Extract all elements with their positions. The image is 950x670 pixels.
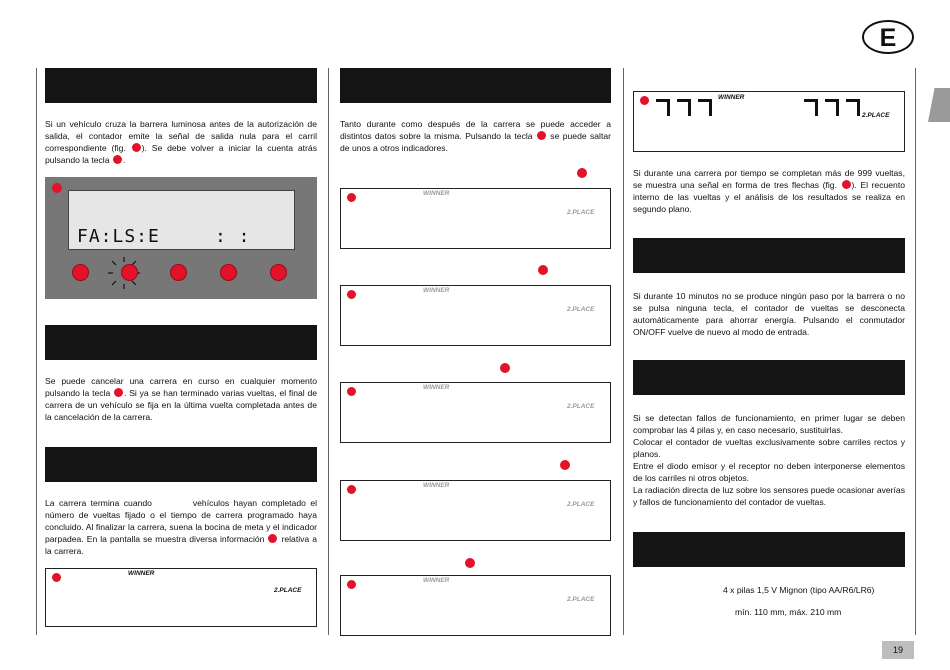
section-header-bar <box>45 68 317 103</box>
red-marker-icon <box>132 143 141 152</box>
column-rule-3 <box>623 68 624 635</box>
red-marker-icon <box>52 573 61 582</box>
red-marker-icon <box>268 534 277 543</box>
battery-spec: 4 x pilas 1,5 V Mignon (tipo AA/R6/LR6) <box>723 585 875 595</box>
red-marker-icon <box>114 388 123 397</box>
column-rule-4 <box>915 68 916 635</box>
column-rule-1 <box>36 68 37 635</box>
place-label: 2.PLACE <box>567 596 595 603</box>
place-label: 2.PLACE <box>567 403 595 410</box>
lcd-timer-colons: : : <box>215 226 251 247</box>
red-marker-icon <box>538 265 548 275</box>
arrow-icon <box>677 99 691 113</box>
lap-counter-illustration <box>45 177 317 299</box>
section-tab <box>928 88 950 122</box>
place-label: 2.PLACE <box>567 209 595 216</box>
red-marker-icon <box>842 180 851 189</box>
control-button-3 <box>170 264 187 281</box>
place-label: 2.PLACE <box>567 306 595 313</box>
arrow-icon <box>846 99 860 113</box>
red-marker-icon <box>347 387 356 396</box>
red-marker-icon <box>347 290 356 299</box>
arrow-icon <box>804 99 818 113</box>
info-display-panel-2 <box>340 285 611 346</box>
winner-label: WINNER <box>423 482 450 489</box>
track-width-spec: mín. 110 mm, máx. 210 mm <box>735 607 842 617</box>
auto-off-text: Si durante 10 minutos no se produce ningún paso por la barrera o no se pulsa ninguna tecla, el contador de vueltas se desconecta automáticamente para ahorrar energía. Pulsando el conmutador ON/OFF vuelve de nuevo al modo de entrada. <box>633 291 905 337</box>
column-rule-2 <box>328 68 329 635</box>
section-header-bar <box>633 532 905 567</box>
red-marker-icon <box>640 96 649 105</box>
info-display-panel-4 <box>340 480 611 541</box>
winner-label: WINNER <box>423 287 450 294</box>
place-label: 2.PLACE <box>567 501 595 508</box>
page-number: 19 <box>882 641 914 659</box>
section-header-bar <box>340 68 611 103</box>
overflow-display-panel <box>633 91 905 152</box>
red-marker-icon <box>347 193 356 202</box>
language-badge <box>862 20 914 54</box>
arrow-icon <box>656 99 670 113</box>
result-display-panel <box>45 568 317 627</box>
control-button-1 <box>72 264 89 281</box>
winner-label: WINNER <box>423 384 450 391</box>
winner-label: WINNER <box>718 94 745 101</box>
red-marker-icon <box>465 558 475 568</box>
control-button-4 <box>220 264 237 281</box>
red-marker-icon <box>347 485 356 494</box>
arrow-icon <box>698 99 712 113</box>
red-marker-icon <box>577 168 587 178</box>
red-marker-icon <box>113 155 122 164</box>
info-display-panel-3 <box>340 382 611 443</box>
control-button-5 <box>270 264 287 281</box>
section-header-bar <box>45 325 317 360</box>
section-header-bar <box>45 447 317 482</box>
red-marker-icon <box>560 460 570 470</box>
lcd-false-start-text: FA:LS:E <box>77 226 160 247</box>
race-info-text: Tanto durante como después de la carrera se puede acceder a distintos datos sobre la misma. Pulsando la tecla se puede saltar de unos a otros indicadores. <box>340 119 611 153</box>
info-display-panel-1 <box>340 188 611 249</box>
section-header-bar <box>633 238 905 273</box>
false-start-text: Si un vehículo cruza la barrera luminosa antes de la autorización de salida, el contador emite la señal de salida nula para el carril correspondiente (fig. ). Se debe volver a iniciar la cuenta atrás pulsando la tecla . <box>45 119 317 165</box>
red-marker-icon <box>500 363 510 373</box>
red-marker-icon <box>537 131 546 140</box>
winner-label: WINNER <box>423 190 450 197</box>
winner-label: WINNER <box>423 577 450 584</box>
language-letter: E <box>879 24 897 52</box>
winner-label: WINNER <box>128 570 155 577</box>
place-label: 2.PLACE <box>862 112 890 119</box>
place-label: 2.PLACE <box>274 587 302 594</box>
arrow-icon <box>825 99 839 113</box>
race-end-text: La carrera termina cuando vehículos hayan completado el número de vueltas fijado o el tiempo de carrera programado haya concluido. Al finalizar la carrera, suena la bocina de meta y el indicador parpadea. En la pantalla se muestra diversa información relativa a la carrera. <box>45 498 318 556</box>
control-button-2 <box>121 264 138 281</box>
troubleshooting-text: Si se detectan fallos de funcionamiento, en primer lugar se deben comprobar las 4 pilas y, en caso necesario, sustituirlas. Colocar el contador de vueltas exclusivamente sobre carriles rectos y planos. Entre el diodo emisor y el receptor no deben interponerse elementos de los carriles ni otros objetos. La radiación directa de luz sobre los sensores puede ocasionar averías y fallos de funcionamiento del contador de vueltas. <box>633 413 905 507</box>
cancel-race-text: Se puede cancelar una carrera en curso en cualquier momento pulsando la tecla . Si ya se han terminado varias vueltas, el final de carrera de un vehículo se fija en la última vuelta completada antes de la cancelación de la carrera. <box>45 376 318 422</box>
info-display-panel-5 <box>340 575 611 636</box>
lcd-screen <box>68 190 295 250</box>
section-header-bar <box>633 360 905 395</box>
red-marker-icon <box>52 183 62 193</box>
lap-overflow-text: Si durante una carrera por tiempo se completan más de 999 vueltas, se muestra una señal en forma de tres flechas (fig. ). El recuento interno de las vueltas y el análisis de los resultados se realiza en segundo plano. <box>633 168 905 214</box>
red-marker-icon <box>347 580 356 589</box>
